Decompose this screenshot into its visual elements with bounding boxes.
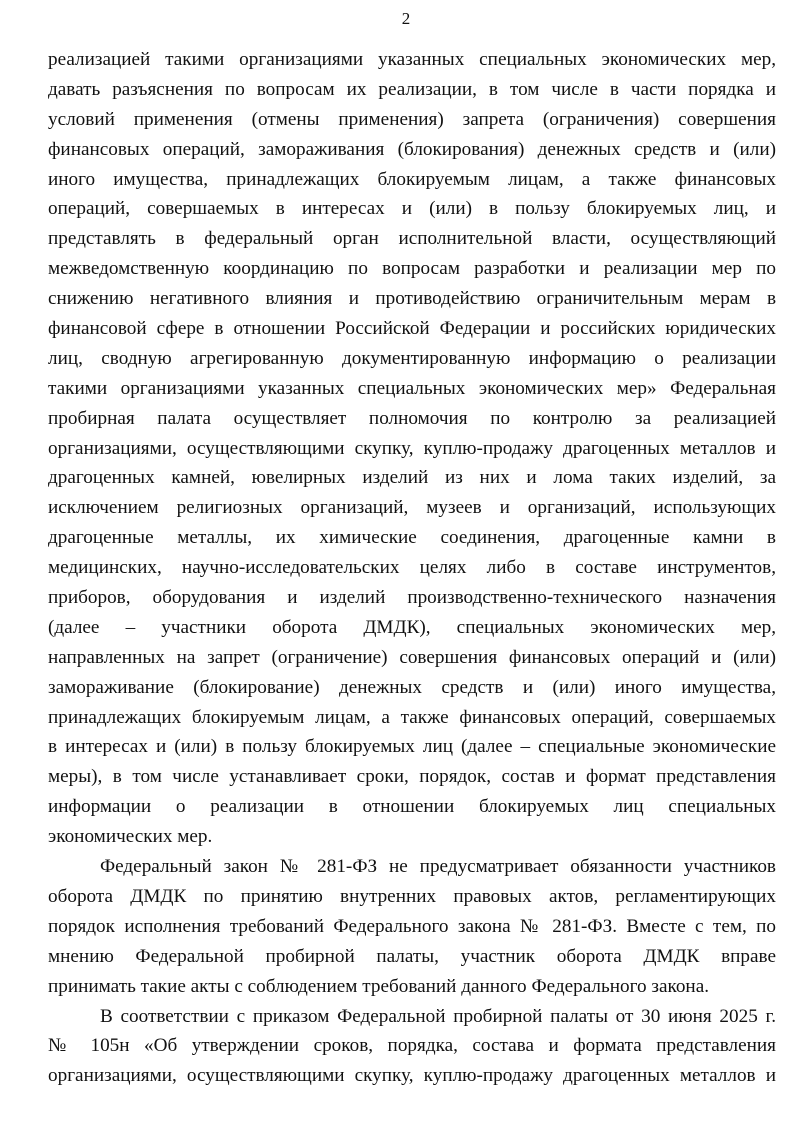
text-line: замораживание (блокирование) денежных средств и (или) иного имущества, (48, 676, 776, 698)
text-line: условий применения (отмены применения) запрета (ограничения) совершения (48, 108, 776, 130)
text-line: в интересах и (или) в пользу блокируемых лиц (далее – специальные экономические (48, 736, 776, 758)
text-line: Федеральный закон № 281-ФЗ не предусматривает обязанности участников (100, 856, 776, 878)
text-line: порядок исполнения требований Федерального закона № 281-ФЗ. Вместе с тем, по (48, 915, 776, 937)
text-line: давать разъяснения по вопросам их реализации, в том числе в части порядка и (48, 78, 776, 100)
text-line: снижению негативного влияния и противодействию ограничительным мерам в (48, 288, 776, 310)
text-line: принадлежащих блокируемым лицам, а также финансовых операций, совершаемых (48, 706, 776, 728)
text-line: информации о реализации в отношении блокируемых лиц специальных (48, 796, 776, 818)
text-line: исключением религиозных организаций, музеев и организаций, использующих (48, 497, 776, 519)
page-number: 2 (401, 9, 411, 28)
text-line: меры), в том числе устанавливает сроки, порядок, состав и формат представления (48, 766, 776, 788)
text-line: финансовой сфере в отношении Российской Федерации и российских юридических (48, 318, 776, 340)
text-line: № 105н «Об утверждении сроков, порядка, состава и формата представления (48, 1035, 776, 1057)
document-body (48, 45, 776, 1091)
text-line: драгоценных камней, ювелирных изделий из них и лома таких изделий, за (48, 467, 776, 489)
text-line: организациями, осуществляющими скупку, куплю-продажу драгоценных металлов и (48, 437, 776, 459)
text-line: реализацией такими организациями указанных специальных экономических мер, (48, 49, 776, 70)
text-line: представлять в федеральный орган исполнительной власти, осуществляющий (48, 228, 776, 250)
text-line: финансовых операций, замораживания (блокирования) денежных средств и (или) (48, 138, 776, 160)
text-line: В соответствии с приказом Федеральной пробирной палаты от 30 июня 2025 г. (100, 1005, 776, 1027)
text-line: такими организациями указанных специальных экономических мер» Федеральная (48, 377, 776, 399)
text-line: экономических мер. (48, 826, 213, 848)
text-line: лиц, сводную агрегированную документированную информацию о реализации (48, 347, 776, 369)
text-line: операций, совершаемых в интересах и (или) в пользу блокируемых лиц, и (48, 198, 776, 220)
text-line: пробирная палата осуществляет полномочия по контролю за реализацией (48, 407, 776, 429)
text-line: медицинских, научно-исследовательских целях либо в составе инструментов, (48, 557, 776, 579)
text-line: межведомственную координацию по вопросам разработки и реализации мер по (48, 258, 776, 280)
text-line: иного имущества, принадлежащих блокируемым лицам, а также финансовых (48, 168, 776, 190)
text-line: (далее – участники оборота ДМДК), специальных экономических мер, (48, 616, 776, 638)
text-line: драгоценные металлы, их химические соединения, драгоценные камни в (48, 527, 776, 549)
text-line: приборов, оборудования и изделий производственно-технического назначения (48, 587, 776, 609)
text-line: принимать такие акты с соблюдением требований данного Федерального закона. (48, 975, 710, 997)
text-line: организациями, осуществляющими скупку, куплю-продажу драгоценных металлов и (48, 1065, 776, 1087)
text-line: оборота ДМДК по принятию внутренних правовых актов, регламентирующих (48, 885, 776, 907)
text-line: мнению Федеральной пробирной палаты, участник оборота ДМДК вправе (48, 945, 776, 967)
text-line: направленных на запрет (ограничение) совершения финансовых операций и (или) (48, 646, 776, 668)
